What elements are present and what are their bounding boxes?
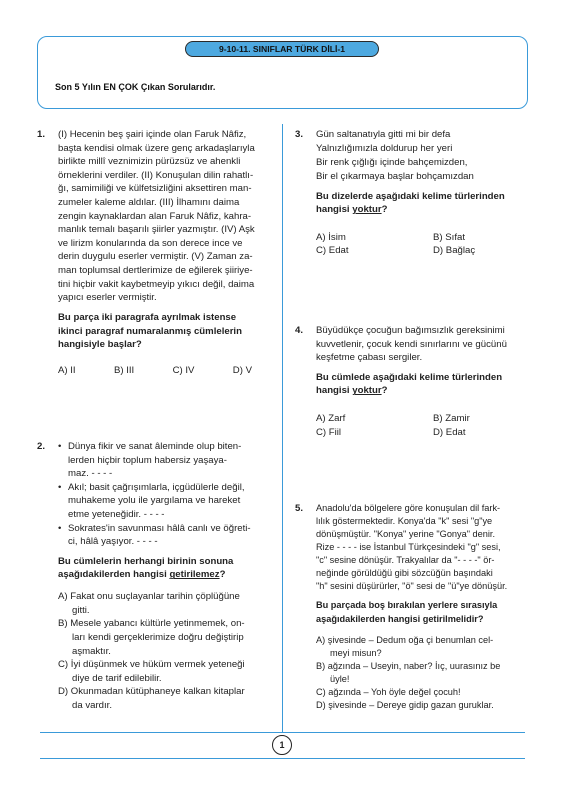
question-4 bbox=[295, 324, 522, 439]
footer-rule-bottom bbox=[40, 758, 525, 759]
page-subtitle: Son 5 Yılın EN ÇOK Çıkan Sorularıdır. bbox=[55, 82, 216, 92]
passage-line: başta kendisi olmak üzere genç arkadaşlarıyla bbox=[58, 142, 255, 154]
option-d[interactable]: D) şivesinde – Dereye gidip gazan guruklar. bbox=[316, 699, 494, 710]
answer-options bbox=[316, 634, 526, 712]
passage-line: tini hiçbir vakit kaybetmeyip yıkıcı değil, daima bbox=[58, 278, 255, 290]
option-c[interactable]: C) Fiil bbox=[316, 426, 342, 438]
option-b[interactable]: B) III bbox=[113, 364, 135, 376]
passage-line: birlikte millî veznimizin pürüzsüz ve ahenkli bbox=[58, 156, 241, 168]
answer-options bbox=[58, 364, 272, 378]
stem-line: Bu cümlelerin herhangi birinin sonuna bbox=[58, 555, 234, 567]
footer-rule-top bbox=[40, 732, 525, 733]
question-5 bbox=[295, 502, 526, 712]
option-d[interactable]: D) Edat bbox=[433, 426, 466, 438]
question-number: 1. bbox=[37, 129, 46, 140]
option-a[interactable]: A) Fakat onu suçlayanlar tarihin çöplüğüne gitti. bbox=[58, 591, 240, 616]
answer-options bbox=[58, 590, 272, 712]
answer-options bbox=[316, 231, 522, 258]
stem-line: Bu parçada boş bırakılan yerlere sırasıyla bbox=[316, 600, 498, 611]
passage-line: kuvvetlenir, çocuk kendi sınırlarını ve gücünü bbox=[316, 338, 507, 350]
stem-line: hangisi yoktur? bbox=[316, 385, 388, 397]
option-d[interactable]: D) V bbox=[232, 364, 252, 376]
passage-line: ve lirizm konularında da son derece ince ve bbox=[58, 237, 243, 249]
option-b[interactable]: B) Zamir bbox=[433, 413, 470, 425]
stem-line: Bu parça iki paragrafa ayrılmak istense bbox=[58, 311, 237, 323]
passage-line: Rize - - - - ise İstanbul Türkçesindeki "g" sesi, bbox=[316, 542, 501, 553]
option-d[interactable]: D) Bağlaç bbox=[433, 245, 476, 257]
poem-line: Gün saltanatıyla gitti mi bir defa bbox=[316, 129, 451, 140]
poem-line: Bir el çıkarmaya başlar bohçamızdan bbox=[316, 170, 474, 182]
option-a[interactable]: A) Zarf bbox=[316, 413, 346, 425]
passage-line: man toplumsal dertlerimize de eğilerek şiiriye- bbox=[58, 265, 253, 277]
passage-line: Büyüdükçe çocuğun bağımsızlık gereksinimi bbox=[316, 325, 505, 336]
stem-line: Bu dizelerde aşağıdaki kelime türlerinden bbox=[316, 190, 505, 202]
passage-line: zengin kaynaklardan alan Faruk Nâfiz, kahra- bbox=[58, 210, 252, 222]
poem-line: Yalnızlığımızla doldurup her yeri bbox=[316, 142, 453, 154]
question-stem bbox=[316, 190, 522, 217]
stem-line: Bu cümlede aşağıdaki kelime türlerinden bbox=[316, 371, 503, 383]
stem-keyword: getirilemez bbox=[169, 569, 220, 581]
question-stem bbox=[58, 555, 272, 582]
stem-keyword: yoktur bbox=[352, 204, 382, 216]
question-2 bbox=[37, 440, 272, 713]
stem-line: hangisi yoktur? bbox=[316, 204, 388, 216]
option-d[interactable]: D) Okunmadan kütüphaneye kalkan kitaplar da vardır. bbox=[58, 686, 245, 711]
passage-line: keşfetme çabası sergiler. bbox=[316, 352, 423, 364]
stem-keyword: yoktur bbox=[352, 385, 382, 397]
question-passage bbox=[316, 324, 522, 365]
option-c[interactable]: C) ağzında – Yoh öyle değel çocuh! bbox=[316, 686, 461, 697]
passage-line: manlık temalı başarılı şiirler yazmıştır. (IV) Aşk bbox=[58, 224, 255, 236]
question-3 bbox=[295, 128, 522, 258]
question-number: 2. bbox=[37, 441, 46, 452]
question-stem bbox=[316, 599, 526, 625]
poem-lines bbox=[316, 128, 522, 184]
bullet-list bbox=[58, 440, 272, 549]
poem-line: Bir renk çığlığı içinde bahçemizden, bbox=[316, 156, 468, 168]
answer-options bbox=[316, 412, 522, 439]
stem-line: hangisiyle başlar? bbox=[58, 339, 142, 351]
option-c[interactable]: C) IV bbox=[172, 364, 195, 376]
passage-line: neğinde görüldüğü gibi sözcüğün başındaki bbox=[316, 568, 493, 579]
passage-line: derin duygulu eserler vermiştir. (V) Zaman za- bbox=[58, 251, 253, 263]
option-b[interactable]: B) Mesele yabancı kültürle yetinmemek, on- ları kendi gerçeklerimize doğru değiştirip aşmaktır. bbox=[58, 618, 245, 657]
page-number: 1 bbox=[272, 735, 292, 755]
stem-line: aşağıdakilerden hangisi getirilemez? bbox=[58, 569, 226, 581]
question-number: 3. bbox=[295, 129, 304, 140]
stem-line: ikinci paragraf numaralanmış cümlelerin bbox=[58, 325, 242, 337]
question-number: 5. bbox=[295, 503, 304, 514]
question-1 bbox=[37, 128, 272, 377]
option-a[interactable]: A) İsim bbox=[316, 231, 346, 243]
bullet-item: • Dünya fikir ve sanat âleminde olup biten- lerden hiçbir toplum habersiz yaşaya- maz. - - - - bbox=[58, 440, 272, 481]
question-passage bbox=[316, 502, 526, 593]
question-stem bbox=[58, 311, 272, 352]
question-stem bbox=[316, 371, 522, 398]
option-a[interactable]: A) şivesinde – Dedum oğa çi benumlan cel- meyi misun? bbox=[316, 634, 494, 658]
passage-line: ğı, samimiliği ve külfetsizliğini aksettiren man- bbox=[58, 183, 252, 195]
bullet-item: • Akıl; basit çağrışımlarla, içgüdülerle değil, muhakeme yolu ile yargılama ve hareket etme yeteneğidir. - - - - bbox=[58, 481, 272, 522]
question-number: 4. bbox=[295, 325, 304, 336]
option-a[interactable]: A) II bbox=[58, 364, 76, 376]
passage-line: "c" sesine dönüşür. Trakyalılar da "- - - -" ör- bbox=[316, 555, 495, 566]
passage-line: Anadolu'da bölgelere göre konuşulan dil fark- bbox=[316, 503, 501, 513]
passage-line: (I) Hecenin beş şairi içinde olan Faruk Nâfiz, bbox=[58, 129, 247, 140]
column-divider bbox=[282, 124, 283, 732]
passage-line: "h" sesini düşürürler, "ö" sesi de "ü"ye dönüşür. bbox=[316, 581, 508, 592]
bullet-item: • Sokrates'in savunması hâlâ canlı ve öğreti- ci, hâlâ yaşıyor. - - - - bbox=[58, 522, 272, 549]
option-c[interactable]: C) Edat bbox=[316, 245, 349, 257]
option-b[interactable]: B) ağzında – Useyin, naber? İıç, uurasınız be üyle! bbox=[316, 660, 501, 684]
page-title: 9-10-11. SINIFLAR TÜRK DİLİ-1 bbox=[185, 41, 379, 57]
stem-line: aşağıdakilerden hangisi getirilmelidir? bbox=[316, 613, 484, 624]
passage-line: lılık göstermektedir. Konya'da "k" sesi "g"ye bbox=[316, 516, 493, 527]
passage-line: yapıcı eserler vermiştir. bbox=[58, 292, 157, 304]
option-b[interactable]: B) Sıfat bbox=[433, 231, 465, 243]
passage-line: dönüşmüştür. "Konya" yerine "Gonya" denir. bbox=[316, 529, 496, 540]
passage-line: zumeler kaleme aldılar. (III) İlhamını daima bbox=[58, 197, 240, 209]
question-passage bbox=[58, 128, 272, 305]
option-c[interactable]: C) İyi düşünmek ve hüküm vermek yeteneği diye de tarif edilebilir. bbox=[58, 659, 245, 684]
passage-line: örneklerini verdiler. (II) Konuşulan dilin rahatlı- bbox=[58, 169, 254, 181]
